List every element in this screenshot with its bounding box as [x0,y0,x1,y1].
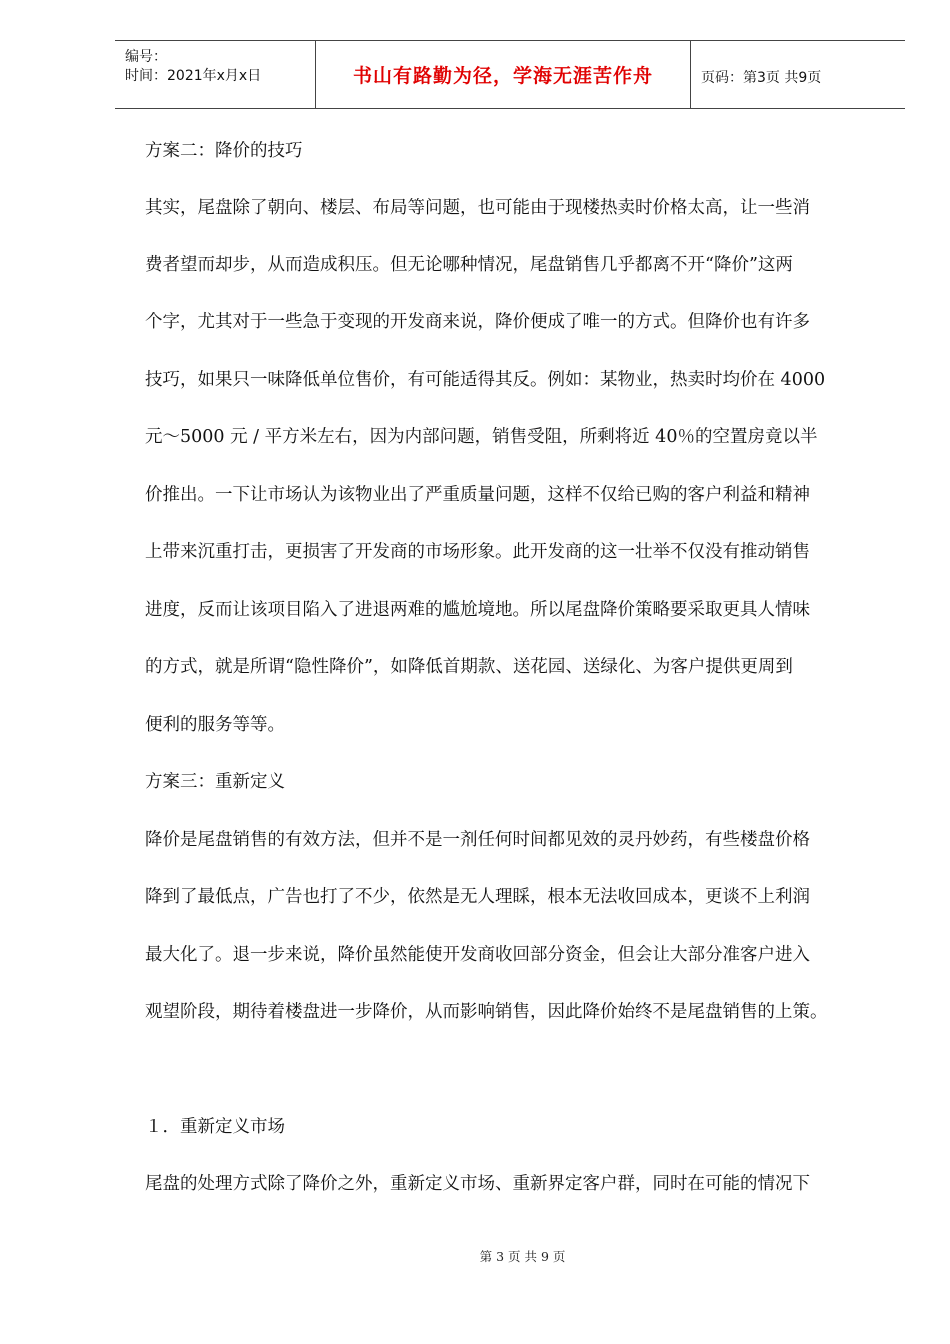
paragraph-line: 便利的服务等等。 [145,715,285,735]
section-heading: 方案二：降价的技巧 [145,141,303,161]
paragraph-line: 上带来沉重打击，更损害了开发商的市场形象。此开发商的这一壮举不仅没有推动销售 [145,542,810,562]
time-label: 时间：2021年x月x日 [125,68,262,84]
paragraph-line: 尾盘的处理方式除了降价之外，重新定义市场、重新界定客户群，同时在可能的情况下 [145,1174,810,1194]
serial-label: 编号： [125,49,167,65]
paragraph-line: 个字，尤其对于一些急于变现的开发商来说，降价便成了唯一的方式。但降价也有许多 [145,312,810,332]
paragraph-line: 技巧，如果只一味降低单位售价，有可能适得其反。例如：某物业，热卖时均价在 4000 [145,370,826,390]
page-header [115,40,905,109]
header-info-cell [115,41,315,108]
motto: 书山有路勤为径，学海无涯苦作舟 [352,65,653,87]
page-code: 页码：第3页 共9页 [701,70,822,86]
paragraph-line: 最大化了。退一步来说，降价虽然能使开发商收回部分资金，但会让大部分准客户进入 [145,945,810,965]
paragraph-line: 观望阶段，期待着楼盘进一步降价，从而影响销售，因此降价始终不是尾盘销售的上策。 [145,1002,828,1022]
page-footer: 第 3 页 共 9 页 [479,1249,566,1264]
paragraph-line: 的方式，就是所谓“隐性降价”，如降低首期款、送花园、送绿化、为客户提供更周到 [145,657,793,677]
header-motto-cell [315,41,691,108]
section-heading: 方案三：重新定义 [145,772,285,792]
paragraph-line: 其实，尾盘除了朝向、楼层、布局等问题，也可能由于现楼热卖时价格太高，让一些消 [145,198,810,218]
paragraph-line: 进度，反而让该项目陷入了进退两难的尴尬境地。所以尾盘降价策略要采取更具人情味 [145,600,810,620]
header-page-cell [691,41,905,108]
paragraph-line: 降价是尾盘销售的有效方法，但并不是一剂任何时间都见效的灵丹妙药，有些楼盘价格 [145,830,810,850]
paragraph-line: 费者望而却步，从而造成积压。但无论哪种情况，尾盘销售几乎都离不开“降价”这两 [145,255,793,275]
paragraph-line: 元～5000 元 / 平方米左右，因为内部问题，销售受阻，所剩将近 40％的空置房竟以半 [145,427,818,447]
paragraph-line: 价推出。一下让市场认为该物业出了严重质量问题，这样不仅给已购的客户利益和精神 [145,485,810,505]
paragraph-line: 降到了最低点，广告也打了不少，依然是无人理睬，根本无法收回成本，更谈不上利润 [145,887,810,907]
subsection-heading: １．重新定义市场 [145,1117,285,1137]
